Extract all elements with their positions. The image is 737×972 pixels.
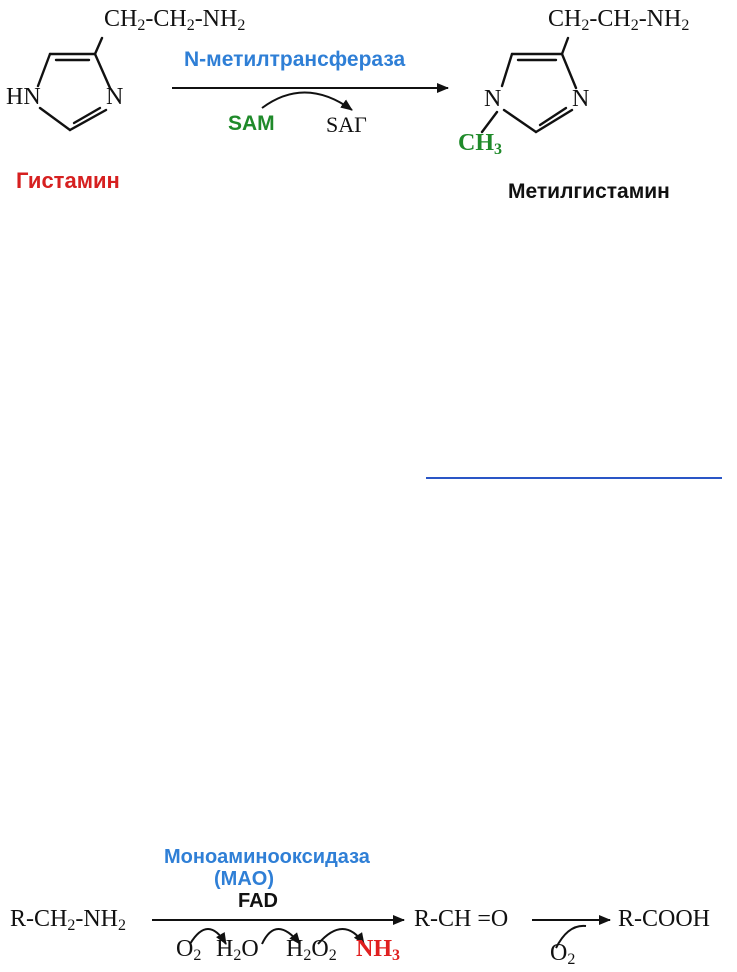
cofactor-sah: SAГ <box>326 112 367 137</box>
histamine-atom-n: N <box>106 84 124 110</box>
carboxylic-acid: R-COOH <box>618 906 711 932</box>
histamine-side-chain: $CH_2-CH_2-NH_2$ <box>104 6 246 34</box>
enzyme-mao-abbrev: (MAO) <box>214 868 274 890</box>
hydrogen-peroxide: $H_2O_2$ <box>286 936 337 964</box>
substrate-name-histamine: Гистамин <box>16 168 120 193</box>
aldehyde: R-CH =O <box>414 906 509 932</box>
cofactor-sam: SAM <box>228 112 275 135</box>
methylhistamine-side-chain: $CH_2-CH_2-NH_2$ <box>548 6 690 34</box>
enzyme-n-methyltransferase: N-метилтрансфераза <box>184 48 406 71</box>
methyl-group: $CH_3$ <box>458 130 502 158</box>
enzyme-mao-name: Моноаминооксидаза <box>164 846 370 868</box>
product-name-methylhistamine: Метилгистамин <box>508 180 670 203</box>
methylhistamine-atom-n2: N <box>572 86 590 112</box>
histamine-atom-hn: HN <box>6 84 41 110</box>
o2-second: $O_2$ <box>550 940 576 968</box>
water: $H_2O$ <box>216 936 259 964</box>
o2-consumed: $O_2$ <box>176 936 202 964</box>
ammonia: $NH_3$ <box>356 936 400 964</box>
cofactor-fad: FAD <box>238 890 278 912</box>
methylhistamine-atom-n1: N <box>484 86 502 112</box>
substrate-amine: $R-CH_2-NH_2$ <box>10 906 126 934</box>
